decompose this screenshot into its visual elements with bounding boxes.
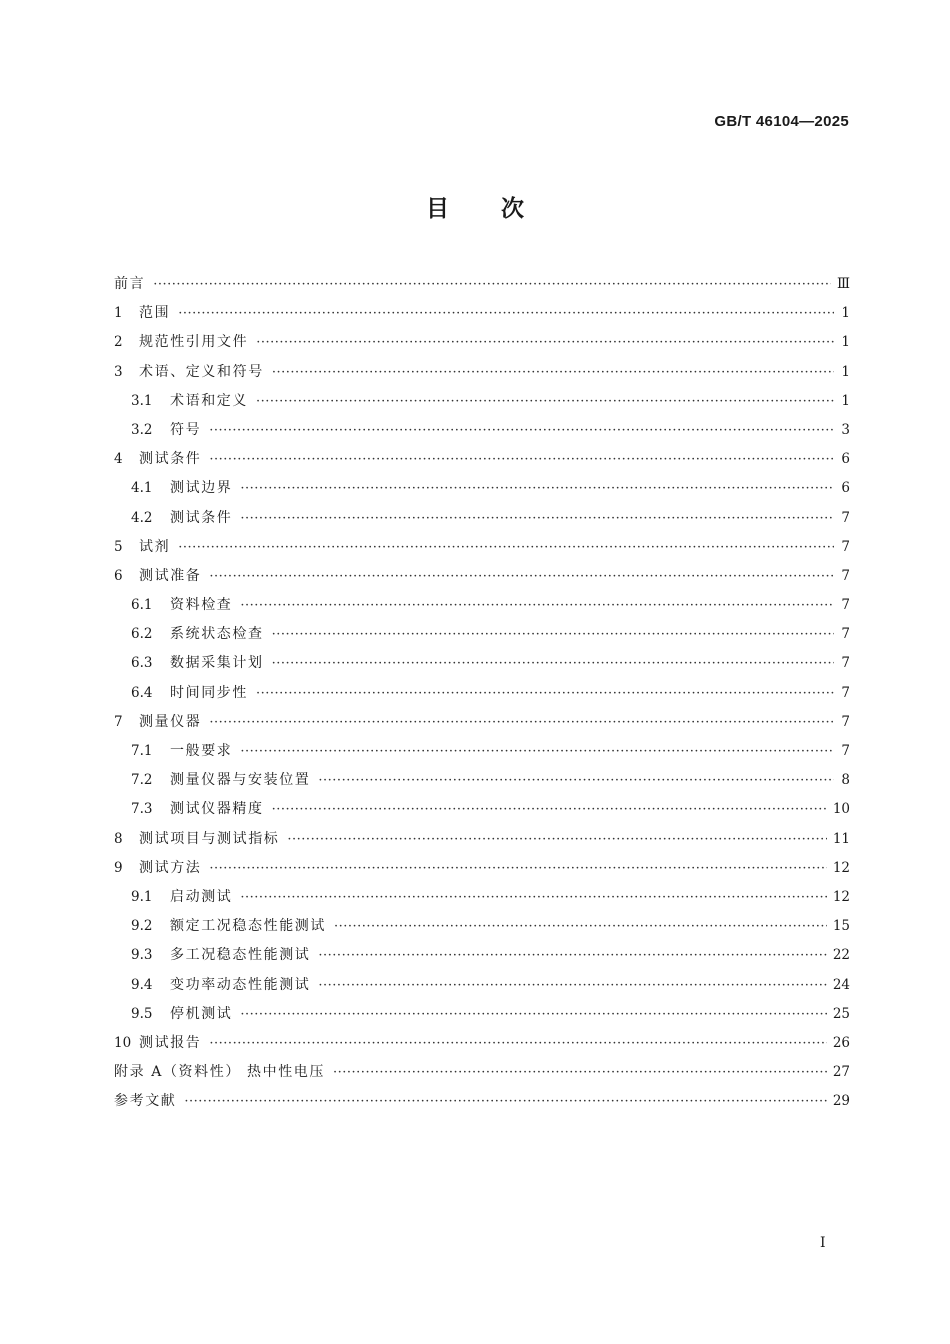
toc-entry[interactable] (114, 591, 850, 620)
toc-entry-page: 1 (841, 392, 850, 409)
toc-entry-title: 测试报告 (139, 1034, 202, 1051)
toc-dot-leader (240, 883, 826, 912)
toc-entry-number: 6.1 (131, 597, 153, 614)
toc-dot-leader (272, 649, 834, 678)
toc-entry-title: 试剂 (139, 538, 171, 555)
toc-entry-title: 测量仪器与安装位置 (170, 772, 311, 789)
toc-entry-title: 测试准备 (139, 567, 202, 584)
toc-dot-leader (209, 562, 834, 591)
toc-entry-number: 3.1 (131, 392, 153, 409)
toc-entry[interactable] (114, 649, 850, 678)
toc-entry-title: 启动测试 (170, 888, 233, 905)
toc-entry-page: 1 (841, 305, 850, 322)
toc-entry-page: Ⅲ (836, 276, 850, 292)
toc-entry-number: 6 (114, 567, 123, 584)
toc-entry[interactable] (114, 504, 850, 533)
toc-entry[interactable] (114, 795, 850, 824)
toc-entry-number: 7 (114, 713, 123, 730)
toc-entry[interactable] (114, 1058, 850, 1087)
toc-entry-number: 10 (114, 1034, 132, 1051)
toc-dot-leader (240, 1000, 826, 1029)
toc-entry-page: 7 (841, 655, 850, 672)
toc-entry[interactable] (114, 416, 850, 445)
toc-entry-title: 额定工况稳态性能测试 (170, 918, 326, 935)
toc-entry-number: 7.2 (131, 772, 153, 789)
toc-entry-number: 4.2 (131, 509, 153, 526)
toc-entry-title: 测试方法 (139, 859, 202, 876)
toc-entry-page: 7 (841, 509, 850, 526)
toc-entry-title: 符号 (170, 421, 202, 438)
toc-entry-number: 6.4 (131, 684, 153, 701)
toc-entry[interactable] (114, 533, 850, 562)
toc-entry-title: 参考文献 (114, 1093, 177, 1110)
toc-entry-page: 12 (832, 859, 850, 876)
toc-dot-leader (209, 445, 834, 474)
toc-dot-leader (184, 1087, 826, 1116)
toc-entry[interactable] (114, 971, 850, 1000)
toc-entry-title: 测试条件 (170, 509, 233, 526)
toc-entry[interactable] (114, 1087, 850, 1116)
toc-entry-page: 26 (832, 1034, 850, 1051)
toc-dot-leader (256, 679, 834, 708)
toc-entry-number: 9.2 (131, 918, 153, 935)
toc-entry[interactable] (114, 737, 850, 766)
toc-entry-page: 10 (832, 801, 850, 818)
toc-entry-title: 测量仪器 (139, 713, 202, 730)
toc-dot-leader (287, 825, 826, 854)
toc-dot-leader (209, 416, 834, 445)
toc-entry-title: 规范性引用文件 (139, 334, 249, 351)
toc-entry-page: 7 (841, 713, 850, 730)
toc-dot-leader (272, 795, 827, 824)
toc-entry-number: 9.5 (131, 1005, 153, 1022)
toc-entry[interactable] (114, 825, 850, 854)
toc-entry-page: 6 (841, 451, 850, 468)
toc-entry-number: 3 (114, 363, 123, 380)
toc-entry-title: 时间同步性 (170, 684, 248, 701)
toc-entry-number: 7.1 (131, 743, 153, 759)
toc-dot-leader (209, 854, 826, 883)
toc-entry[interactable] (114, 328, 850, 357)
toc-entry-page: 24 (832, 976, 850, 993)
toc-entry[interactable] (114, 912, 850, 941)
toc-entry-page: 7 (841, 538, 850, 555)
toc-entry[interactable] (114, 358, 850, 387)
toc-entry-title: 范围 (139, 305, 171, 322)
toc-entry-number: 8 (114, 830, 123, 847)
toc-entry-page: 7 (841, 626, 850, 643)
toc-entry-title: 停机测试 (170, 1005, 233, 1022)
toc-entry[interactable] (114, 1000, 850, 1029)
toc-entry-number: 7.3 (131, 801, 153, 818)
toc-entry-title: 附录 A（资料性） 热中性电压 (114, 1064, 326, 1081)
toc-dot-leader (256, 328, 834, 357)
toc-dot-leader (240, 591, 834, 620)
toc-entry-page: 27 (832, 1064, 850, 1081)
toc-entry[interactable] (114, 387, 850, 416)
toc-entry-title: 术语和定义 (170, 392, 248, 409)
toc-entry-page: 7 (841, 684, 850, 701)
toc-entry[interactable] (114, 445, 850, 474)
toc-entry[interactable] (114, 1029, 850, 1058)
toc-entry-page: 1 (841, 334, 850, 351)
toc-entry-title: 数据采集计划 (170, 655, 264, 672)
toc-entry[interactable] (114, 854, 850, 883)
toc-entry[interactable] (114, 474, 850, 503)
toc-dot-leader (153, 270, 831, 299)
toc-entry-number: 9.1 (131, 888, 153, 905)
toc-dot-leader (256, 387, 834, 416)
toc-dot-leader (178, 299, 834, 328)
toc-entry[interactable] (114, 679, 850, 708)
toc-entry-page: 3 (841, 421, 850, 438)
toc-entry[interactable] (114, 270, 850, 299)
toc-entry[interactable] (114, 299, 850, 328)
toc-dot-leader (240, 504, 834, 533)
toc-entry-page: 12 (832, 888, 850, 905)
toc-entry[interactable] (114, 766, 850, 795)
toc-entry[interactable] (114, 708, 850, 737)
toc-entry-title: 测试仪器精度 (170, 801, 264, 818)
toc-entry-page: 22 (832, 947, 850, 964)
title-char-1: 目 (426, 196, 449, 222)
title-char-2: 次 (501, 196, 524, 222)
toc-entry-title: 前言 (114, 276, 146, 292)
toc-dot-leader (178, 533, 834, 562)
toc-entry[interactable] (114, 941, 850, 970)
toc-entry-number: 4.1 (131, 480, 153, 497)
page-number: Ⅰ (820, 1235, 826, 1251)
toc-dot-leader (272, 620, 834, 649)
toc-dot-leader (334, 912, 827, 941)
toc-dot-leader (318, 766, 834, 795)
toc-entry-number: 2 (114, 334, 123, 351)
toc-entry-number: 4 (114, 451, 123, 468)
toc-entry[interactable] (114, 883, 850, 912)
toc-entry-title: 测试边界 (170, 480, 233, 497)
toc-entry-page: 6 (841, 480, 850, 497)
toc-dot-leader (318, 941, 826, 970)
toc-entry[interactable] (114, 562, 850, 591)
toc-entry-page: 25 (832, 1005, 850, 1022)
toc-entry-page: 7 (841, 567, 850, 584)
toc-entry-number: 5 (114, 538, 123, 555)
toc-entry-number: 6.2 (131, 626, 153, 643)
toc-entry-page: 8 (841, 772, 850, 789)
toc-dot-leader (240, 474, 834, 503)
toc-entry-page: 1 (841, 363, 850, 380)
toc-entry-title: 术语、定义和符号 (139, 363, 264, 380)
toc-entry-title: 多工况稳态性能测试 (170, 947, 311, 964)
toc-entry-page: 7 (841, 743, 850, 759)
toc-entry-page: 11 (832, 830, 850, 847)
toc-dot-leader (209, 1029, 826, 1058)
toc-entry-number: 3.2 (131, 421, 153, 438)
toc-dot-leader (318, 971, 826, 1000)
toc-entry-title: 系统状态检查 (170, 626, 264, 643)
toc-entry-title: 资料检查 (170, 597, 233, 614)
toc-entry-title: 变功率动态性能测试 (170, 976, 311, 993)
toc-dot-leader (333, 1058, 827, 1087)
toc-entry-number: 9.3 (131, 947, 153, 964)
toc-entry-number: 1 (114, 305, 123, 322)
toc-entry-page: 29 (832, 1093, 850, 1110)
toc-entry-title: 测试条件 (139, 451, 202, 468)
table-of-contents (114, 270, 850, 1116)
toc-entry-page: 7 (841, 597, 850, 614)
toc-entry-number: 6.3 (131, 655, 153, 672)
toc-dot-leader (209, 708, 834, 737)
toc-entry-page: 15 (832, 918, 850, 935)
toc-dot-leader (272, 358, 834, 387)
toc-entry[interactable] (114, 620, 850, 649)
toc-entry-title: 一般要求 (170, 743, 233, 759)
standard-code: GB/T 46104—2025 (714, 113, 849, 130)
page-title (0, 193, 950, 225)
toc-dot-leader (240, 737, 834, 766)
toc-entry-number: 9.4 (131, 976, 153, 993)
toc-entry-title: 测试项目与测试指标 (139, 830, 280, 847)
toc-entry-number: 9 (114, 859, 123, 876)
